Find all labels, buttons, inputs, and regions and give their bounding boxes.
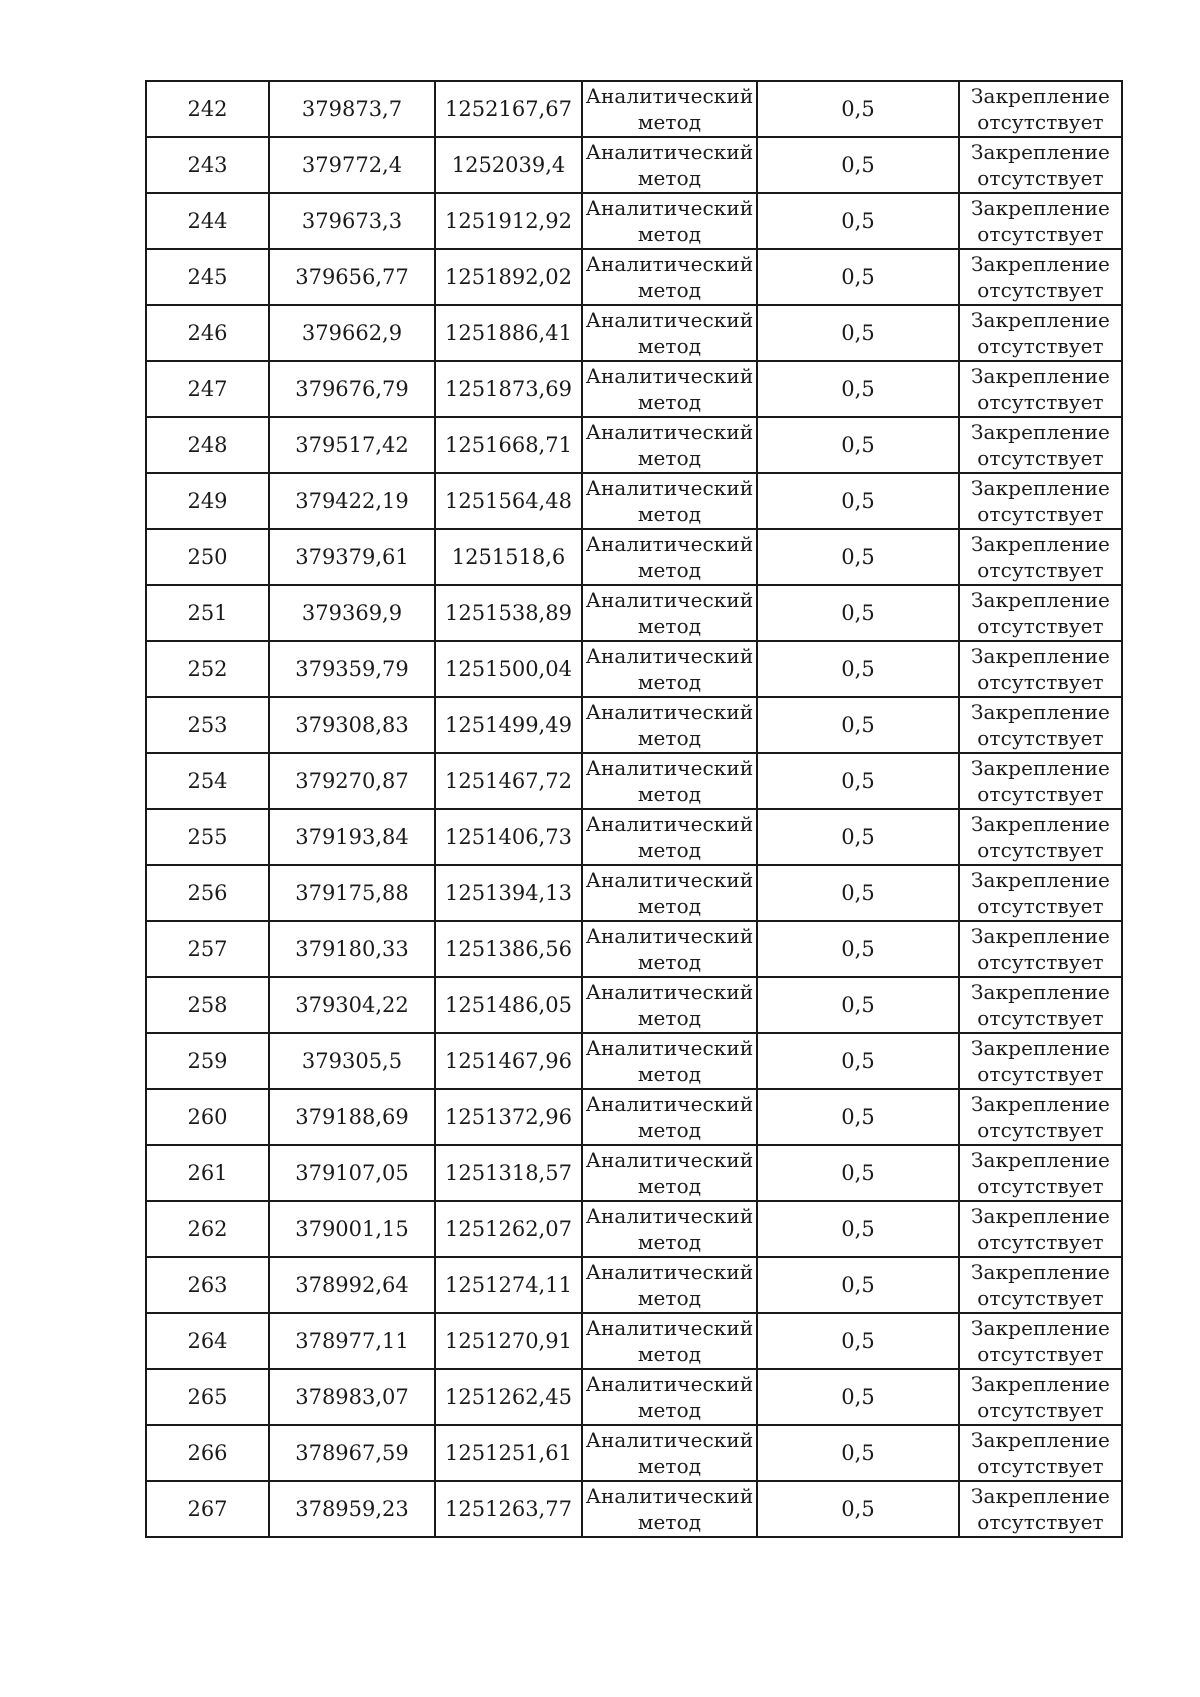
method-line-2: метод <box>637 1118 702 1142</box>
fixing-description-line-2: отсутствует <box>977 726 1104 750</box>
accuracy-cell: 0,5 <box>757 81 959 137</box>
table-row <box>146 1257 1122 1313</box>
method-line-1: Аналитический <box>585 756 754 780</box>
fixing-description-line-1: Закрепление <box>971 756 1110 780</box>
fixing-description-cell <box>959 1033 1122 1089</box>
x-coordinate-cell: 379772,4 <box>269 137 435 193</box>
method-line-2: метод <box>637 1174 702 1198</box>
x-coordinate-cell: 378967,59 <box>269 1425 435 1481</box>
fixing-description-cell <box>959 249 1122 305</box>
x-coordinate-cell: 379656,77 <box>269 249 435 305</box>
fixing-description-line-2: отсутствует <box>977 446 1104 470</box>
method-line-1: Аналитический <box>585 812 754 836</box>
accuracy-cell: 0,5 <box>757 193 959 249</box>
x-coordinate-cell: 378977,11 <box>269 1313 435 1369</box>
x-coordinate-cell: 379517,42 <box>269 417 435 473</box>
table-row <box>146 697 1122 753</box>
table-row <box>146 249 1122 305</box>
method-line-2: метод <box>637 782 702 806</box>
table-row <box>146 137 1122 193</box>
x-coordinate-cell: 379107,05 <box>269 1145 435 1201</box>
method-line-1: Аналитический <box>585 868 754 892</box>
method-line-2: метод <box>637 390 702 414</box>
x-coordinate-cell: 379379,61 <box>269 529 435 585</box>
accuracy-cell: 0,5 <box>757 641 959 697</box>
fixing-description-line-1: Закрепление <box>971 196 1110 220</box>
accuracy-cell: 0,5 <box>757 529 959 585</box>
method-cell <box>582 305 757 361</box>
fixing-description-cell <box>959 1257 1122 1313</box>
fixing-description-line-1: Закрепление <box>971 476 1110 500</box>
accuracy-cell: 0,5 <box>757 753 959 809</box>
point-number-cell: 251 <box>146 585 269 641</box>
method-line-1: Аналитический <box>585 476 754 500</box>
y-coordinate-cell: 1252039,4 <box>435 137 582 193</box>
method-line-2: метод <box>637 950 702 974</box>
fixing-description-cell <box>959 417 1122 473</box>
x-coordinate-cell: 378983,07 <box>269 1369 435 1425</box>
table-row <box>146 1313 1122 1369</box>
fixing-description-line-2: отсутствует <box>977 278 1104 302</box>
fixing-description-line-2: отсутствует <box>977 558 1104 582</box>
point-number-cell: 255 <box>146 809 269 865</box>
fixing-description-cell <box>959 641 1122 697</box>
fixing-description-cell <box>959 1145 1122 1201</box>
method-line-1: Аналитический <box>585 1036 754 1060</box>
y-coordinate-cell: 1251499,49 <box>435 697 582 753</box>
point-number-cell: 244 <box>146 193 269 249</box>
table-row <box>146 361 1122 417</box>
x-coordinate-cell: 378992,64 <box>269 1257 435 1313</box>
accuracy-cell: 0,5 <box>757 305 959 361</box>
point-number-cell: 258 <box>146 977 269 1033</box>
fixing-description-line-1: Закрепление <box>971 1260 1110 1284</box>
accuracy-cell: 0,5 <box>757 977 959 1033</box>
fixing-description-line-1: Закрепление <box>971 980 1110 1004</box>
accuracy-cell: 0,5 <box>757 1257 959 1313</box>
method-cell <box>582 1033 757 1089</box>
table-row <box>146 753 1122 809</box>
fixing-description-line-2: отсутствует <box>977 1230 1104 1254</box>
x-coordinate-cell: 379270,87 <box>269 753 435 809</box>
table-row <box>146 1089 1122 1145</box>
method-line-2: метод <box>637 726 702 750</box>
table-row <box>146 1369 1122 1425</box>
fixing-description-line-1: Закрепление <box>971 1036 1110 1060</box>
fixing-description-cell <box>959 1481 1122 1537</box>
accuracy-cell: 0,5 <box>757 1481 959 1537</box>
x-coordinate-cell: 379180,33 <box>269 921 435 977</box>
table-row <box>146 977 1122 1033</box>
method-line-1: Аналитический <box>585 364 754 388</box>
point-number-cell: 245 <box>146 249 269 305</box>
method-cell <box>582 697 757 753</box>
method-line-1: Аналитический <box>585 420 754 444</box>
method-cell <box>582 1425 757 1481</box>
fixing-description-line-2: отсутствует <box>977 1454 1104 1478</box>
y-coordinate-cell: 1251394,13 <box>435 865 582 921</box>
method-cell <box>582 1089 757 1145</box>
fixing-description-cell <box>959 361 1122 417</box>
point-number-cell: 256 <box>146 865 269 921</box>
fixing-description-line-2: отсутствует <box>977 1006 1104 1030</box>
method-line-1: Аналитический <box>585 1372 754 1396</box>
method-line-1: Аналитический <box>585 700 754 724</box>
table-row <box>146 865 1122 921</box>
point-number-cell: 248 <box>146 417 269 473</box>
fixing-description-line-2: отсутствует <box>977 1062 1104 1086</box>
method-cell <box>582 529 757 585</box>
table-row <box>146 305 1122 361</box>
method-line-2: метод <box>637 558 702 582</box>
y-coordinate-cell: 1251262,07 <box>435 1201 582 1257</box>
y-coordinate-cell: 1251274,11 <box>435 1257 582 1313</box>
fixing-description-line-2: отсутствует <box>977 894 1104 918</box>
fixing-description-cell <box>959 1369 1122 1425</box>
method-line-1: Аналитический <box>585 644 754 668</box>
y-coordinate-cell: 1251386,56 <box>435 921 582 977</box>
method-cell <box>582 1313 757 1369</box>
table-row <box>146 81 1122 137</box>
x-coordinate-cell: 379673,3 <box>269 193 435 249</box>
y-coordinate-cell: 1251263,77 <box>435 1481 582 1537</box>
table-row <box>146 641 1122 697</box>
fixing-description-line-1: Закрепление <box>971 140 1110 164</box>
fixing-description-line-2: отсутствует <box>977 782 1104 806</box>
method-cell <box>582 137 757 193</box>
method-line-1: Аналитический <box>585 84 754 108</box>
point-number-cell: 263 <box>146 1257 269 1313</box>
point-number-cell: 246 <box>146 305 269 361</box>
fixing-description-line-1: Закрепление <box>971 924 1110 948</box>
method-line-2: метод <box>637 278 702 302</box>
point-number-cell: 250 <box>146 529 269 585</box>
method-line-1: Аналитический <box>585 196 754 220</box>
table-row <box>146 1033 1122 1089</box>
x-coordinate-cell: 379308,83 <box>269 697 435 753</box>
fixing-description-line-2: отсутствует <box>977 1398 1104 1422</box>
method-line-2: метод <box>637 222 702 246</box>
point-number-cell: 260 <box>146 1089 269 1145</box>
fixing-description-line-2: отсутствует <box>977 166 1104 190</box>
fixing-description-cell <box>959 1313 1122 1369</box>
y-coordinate-cell: 1251912,92 <box>435 193 582 249</box>
method-line-1: Аналитический <box>585 308 754 332</box>
table-row <box>146 1201 1122 1257</box>
accuracy-cell: 0,5 <box>757 1033 959 1089</box>
method-line-2: метод <box>637 1454 702 1478</box>
point-number-cell: 254 <box>146 753 269 809</box>
method-line-1: Аналитический <box>585 532 754 556</box>
fixing-description-line-2: отсутствует <box>977 1342 1104 1366</box>
accuracy-cell: 0,5 <box>757 1089 959 1145</box>
method-line-2: метод <box>637 1062 702 1086</box>
method-line-1: Аналитический <box>585 1428 754 1452</box>
fixing-description-line-1: Закрепление <box>971 1148 1110 1172</box>
x-coordinate-cell: 379873,7 <box>269 81 435 137</box>
fixing-description-line-1: Закрепление <box>971 532 1110 556</box>
fixing-description-cell <box>959 305 1122 361</box>
point-number-cell: 253 <box>146 697 269 753</box>
y-coordinate-cell: 1251873,69 <box>435 361 582 417</box>
fixing-description-cell <box>959 137 1122 193</box>
method-line-1: Аналитический <box>585 1260 754 1284</box>
accuracy-cell: 0,5 <box>757 1201 959 1257</box>
y-coordinate-cell: 1251892,02 <box>435 249 582 305</box>
fixing-description-line-2: отсутствует <box>977 1286 1104 1310</box>
method-line-1: Аналитический <box>585 1092 754 1116</box>
method-cell <box>582 417 757 473</box>
x-coordinate-cell: 379188,69 <box>269 1089 435 1145</box>
accuracy-cell: 0,5 <box>757 809 959 865</box>
point-number-cell: 259 <box>146 1033 269 1089</box>
y-coordinate-cell: 1252167,67 <box>435 81 582 137</box>
y-coordinate-cell: 1251262,45 <box>435 1369 582 1425</box>
fixing-description-line-1: Закрепление <box>971 1092 1110 1116</box>
fixing-description-line-1: Закрепление <box>971 364 1110 388</box>
point-number-cell: 262 <box>146 1201 269 1257</box>
method-cell <box>582 641 757 697</box>
method-cell <box>582 753 757 809</box>
accuracy-cell: 0,5 <box>757 361 959 417</box>
method-line-2: метод <box>637 110 702 134</box>
method-line-2: метод <box>637 1286 702 1310</box>
y-coordinate-cell: 1251518,6 <box>435 529 582 585</box>
method-cell <box>582 81 757 137</box>
fixing-description-line-2: отсутствует <box>977 1118 1104 1142</box>
accuracy-cell: 0,5 <box>757 417 959 473</box>
point-number-cell: 257 <box>146 921 269 977</box>
x-coordinate-cell: 379193,84 <box>269 809 435 865</box>
fixing-description-cell <box>959 865 1122 921</box>
method-cell <box>582 865 757 921</box>
accuracy-cell: 0,5 <box>757 249 959 305</box>
table-row <box>146 585 1122 641</box>
method-cell <box>582 977 757 1033</box>
fixing-description-line-2: отсутствует <box>977 1174 1104 1198</box>
method-line-1: Аналитический <box>585 252 754 276</box>
method-line-2: метод <box>637 1510 702 1534</box>
fixing-description-line-2: отсутствует <box>977 950 1104 974</box>
fixing-description-cell <box>959 473 1122 529</box>
fixing-description-line-1: Закрепление <box>971 1316 1110 1340</box>
method-line-2: метод <box>637 1342 702 1366</box>
y-coordinate-cell: 1251318,57 <box>435 1145 582 1201</box>
y-coordinate-cell: 1251500,04 <box>435 641 582 697</box>
table-row <box>146 529 1122 585</box>
y-coordinate-cell: 1251538,89 <box>435 585 582 641</box>
accuracy-cell: 0,5 <box>757 865 959 921</box>
method-line-2: метод <box>637 1006 702 1030</box>
accuracy-cell: 0,5 <box>757 137 959 193</box>
x-coordinate-cell: 379001,15 <box>269 1201 435 1257</box>
coordinates-table <box>145 80 1123 1538</box>
x-coordinate-cell: 379676,79 <box>269 361 435 417</box>
point-number-cell: 267 <box>146 1481 269 1537</box>
fixing-description-line-2: отсутствует <box>977 334 1104 358</box>
fixing-description-line-1: Закрепление <box>971 1372 1110 1396</box>
y-coordinate-cell: 1251406,73 <box>435 809 582 865</box>
method-cell <box>582 249 757 305</box>
x-coordinate-cell: 379359,79 <box>269 641 435 697</box>
x-coordinate-cell: 379175,88 <box>269 865 435 921</box>
accuracy-cell: 0,5 <box>757 1369 959 1425</box>
accuracy-cell: 0,5 <box>757 921 959 977</box>
fixing-description-cell <box>959 753 1122 809</box>
fixing-description-line-1: Закрепление <box>971 1428 1110 1452</box>
fixing-description-line-1: Закрепление <box>971 1204 1110 1228</box>
method-line-2: метод <box>637 1230 702 1254</box>
point-number-cell: 249 <box>146 473 269 529</box>
method-cell <box>582 1481 757 1537</box>
method-line-2: метод <box>637 670 702 694</box>
point-number-cell: 247 <box>146 361 269 417</box>
method-line-1: Аналитический <box>585 1148 754 1172</box>
point-number-cell: 266 <box>146 1425 269 1481</box>
table-row <box>146 809 1122 865</box>
x-coordinate-cell: 379422,19 <box>269 473 435 529</box>
method-cell <box>582 473 757 529</box>
y-coordinate-cell: 1251486,05 <box>435 977 582 1033</box>
table-row <box>146 193 1122 249</box>
fixing-description-line-2: отсутствует <box>977 614 1104 638</box>
table-row <box>146 1481 1122 1537</box>
fixing-description-line-1: Закрепление <box>971 700 1110 724</box>
y-coordinate-cell: 1251668,71 <box>435 417 582 473</box>
coordinates-table-body <box>146 81 1122 1537</box>
accuracy-cell: 0,5 <box>757 697 959 753</box>
method-line-2: метод <box>637 1398 702 1422</box>
method-line-1: Аналитический <box>585 1316 754 1340</box>
method-cell <box>582 1369 757 1425</box>
point-number-cell: 252 <box>146 641 269 697</box>
y-coordinate-cell: 1251251,61 <box>435 1425 582 1481</box>
y-coordinate-cell: 1251564,48 <box>435 473 582 529</box>
table-row <box>146 1145 1122 1201</box>
x-coordinate-cell: 378959,23 <box>269 1481 435 1537</box>
fixing-description-line-1: Закрепление <box>971 1484 1110 1508</box>
method-line-1: Аналитический <box>585 1484 754 1508</box>
fixing-description-cell <box>959 1425 1122 1481</box>
fixing-description-line-2: отсутствует <box>977 110 1104 134</box>
accuracy-cell: 0,5 <box>757 1425 959 1481</box>
point-number-cell: 261 <box>146 1145 269 1201</box>
method-cell <box>582 809 757 865</box>
y-coordinate-cell: 1251270,91 <box>435 1313 582 1369</box>
table-row <box>146 417 1122 473</box>
point-number-cell: 265 <box>146 1369 269 1425</box>
fixing-description-line-1: Закрепление <box>971 420 1110 444</box>
fixing-description-cell <box>959 921 1122 977</box>
fixing-description-line-2: отсутствует <box>977 670 1104 694</box>
point-number-cell: 243 <box>146 137 269 193</box>
table-row <box>146 921 1122 977</box>
fixing-description-cell <box>959 697 1122 753</box>
x-coordinate-cell: 379369,9 <box>269 585 435 641</box>
point-number-cell: 264 <box>146 1313 269 1369</box>
method-cell <box>582 1145 757 1201</box>
method-line-2: метод <box>637 614 702 638</box>
method-cell <box>582 585 757 641</box>
y-coordinate-cell: 1251467,72 <box>435 753 582 809</box>
fixing-description-cell <box>959 529 1122 585</box>
method-line-1: Аналитический <box>585 980 754 1004</box>
y-coordinate-cell: 1251467,96 <box>435 1033 582 1089</box>
table-row <box>146 473 1122 529</box>
method-line-2: метод <box>637 838 702 862</box>
accuracy-cell: 0,5 <box>757 585 959 641</box>
x-coordinate-cell: 379305,5 <box>269 1033 435 1089</box>
method-line-2: метод <box>637 502 702 526</box>
y-coordinate-cell: 1251886,41 <box>435 305 582 361</box>
method-line-2: метод <box>637 334 702 358</box>
fixing-description-line-2: отсутствует <box>977 222 1104 246</box>
accuracy-cell: 0,5 <box>757 473 959 529</box>
method-line-2: метод <box>637 894 702 918</box>
fixing-description-line-2: отсутствует <box>977 1510 1104 1534</box>
fixing-description-line-2: отсутствует <box>977 502 1104 526</box>
fixing-description-cell <box>959 1089 1122 1145</box>
method-cell <box>582 193 757 249</box>
accuracy-cell: 0,5 <box>757 1313 959 1369</box>
fixing-description-cell <box>959 977 1122 1033</box>
point-number-cell: 242 <box>146 81 269 137</box>
fixing-description-line-1: Закрепление <box>971 308 1110 332</box>
fixing-description-cell <box>959 81 1122 137</box>
fixing-description-line-1: Закрепление <box>971 868 1110 892</box>
fixing-description-cell <box>959 809 1122 865</box>
method-cell <box>582 1201 757 1257</box>
method-line-1: Аналитический <box>585 588 754 612</box>
x-coordinate-cell: 379304,22 <box>269 977 435 1033</box>
fixing-description-line-1: Закрепление <box>971 812 1110 836</box>
x-coordinate-cell: 379662,9 <box>269 305 435 361</box>
method-line-1: Аналитический <box>585 140 754 164</box>
fixing-description-cell <box>959 1201 1122 1257</box>
method-line-1: Аналитический <box>585 924 754 948</box>
accuracy-cell: 0,5 <box>757 1145 959 1201</box>
fixing-description-line-1: Закрепление <box>971 252 1110 276</box>
fixing-description-line-2: отсутствует <box>977 390 1104 414</box>
fixing-description-cell <box>959 193 1122 249</box>
method-cell <box>582 921 757 977</box>
y-coordinate-cell: 1251372,96 <box>435 1089 582 1145</box>
fixing-description-cell <box>959 585 1122 641</box>
fixing-description-line-1: Закрепление <box>971 588 1110 612</box>
method-cell <box>582 1257 757 1313</box>
fixing-description-line-1: Закрепление <box>971 84 1110 108</box>
method-line-2: метод <box>637 166 702 190</box>
fixing-description-line-2: отсутствует <box>977 838 1104 862</box>
method-line-2: метод <box>637 446 702 470</box>
method-cell <box>582 361 757 417</box>
table-row <box>146 1425 1122 1481</box>
method-line-1: Аналитический <box>585 1204 754 1228</box>
fixing-description-line-1: Закрепление <box>971 644 1110 668</box>
